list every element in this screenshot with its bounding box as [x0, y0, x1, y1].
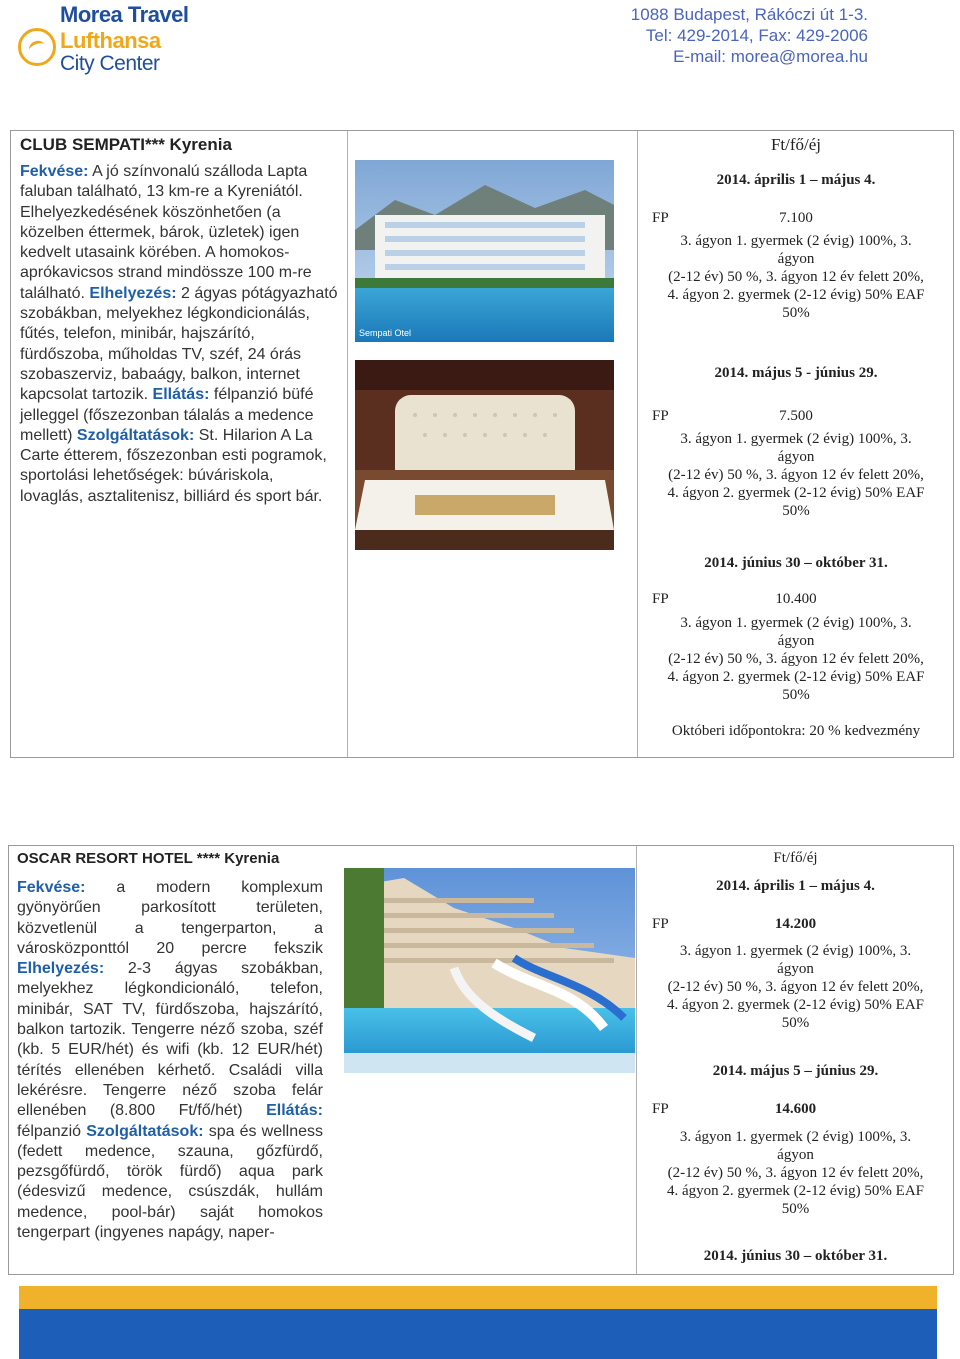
contact-address: 1088 Budapest, Rákóczi út 1-3. [630, 5, 868, 24]
price-row [639, 408, 953, 428]
price-value: 14.200 [774, 916, 817, 932]
contact-phone: Tel: 429-2014, Fax: 429-2006 [645, 26, 868, 45]
label-elhelyezes: Elhelyezés: [89, 284, 177, 302]
label-elhelyezes: Elhelyezés: [17, 960, 105, 978]
label-fekvese: Fekvése: [17, 879, 86, 896]
price-row [638, 916, 953, 936]
period-dates: 2014. június 30 – október 31. [704, 555, 888, 571]
logo-morea-travel: Morea Travel [60, 2, 189, 27]
text-fekvese: A jó színvonalú szálloda Lapta faluban található, 13 km-re a Kyreniától. Elhelyezkedésének köszönhetően (a közelben éttermek, bárok, üzletek) igen kedvelt utasaink körében. A homokos-aprókavicsos strand mindössze 100 m-re található. [20, 163, 312, 302]
hotel1-room-photo [355, 360, 614, 550]
text-szolgaltatasok: spa és wellness (fedett medence, szauna, gőzfürdő, pezsgőfürdő, török fürdő) aqua park (édesvizű medence, csúszdák, hullám medence, pool-bár) saját homokos tengerpart (ingyenes napágy, naper- [17, 1122, 323, 1242]
text-ellatas: félpanzió [17, 1122, 82, 1140]
period-dates: 2014. május 5 - június 29. [714, 365, 878, 381]
board-type: FP [652, 591, 669, 607]
board-type: FP [652, 1101, 669, 1117]
text-szolgaltatasok: St. Hilarion A La Carte étterem, főszezonban esti pogramok, sportolási lehetőségek: búváriskola, lovaglás, asztalitenisz, billiárd és sport bár. [20, 426, 327, 505]
hotel1-title: CLUB SEMPATI*** Kyrenia [20, 135, 232, 154]
hotel2-description [17, 878, 323, 1243]
column-divider [636, 846, 637, 1274]
logo-city-center: City Center [60, 52, 160, 75]
column-divider [347, 131, 348, 757]
hotel2-aquapark-photo [344, 868, 635, 1073]
october-discount-note: Októberi időpontokra: 20 % kedvezmény [671, 723, 921, 739]
discount-details: 3. ágyon 1. gyermek (2 évig) 100%, 3. ágyon (2-12 év) 50 %, 3. ágyon 12 év felett 20%, 4. ágyon 2. gyermek (2-12 évig) 50% EAF 50% [666, 943, 925, 1031]
label-szolgaltatasok: Szolgáltatások: [76, 426, 195, 444]
label-ellatas: Ellátás: [152, 386, 210, 404]
price-row [638, 1101, 953, 1121]
contact-email[interactable]: E-mail: morea@morea.hu [673, 47, 868, 66]
period-dates: 2014. június 30 – október 31. [703, 1248, 888, 1264]
text-fekvese: a modern komplexum gyönyörűen parkosított területen, közvetlenül a tengerparton, a városközponttól 20 percre fekszik [17, 879, 324, 957]
lufthansa-crane-icon [18, 28, 56, 66]
text-elhelyezes: 2 ágyas pótágyazható szobákban, melyekhez légkondicionálás, fűtés, telefon, minibár, hajszárító, fürdőszoba, műholdas TV, széf, 24 órás szobaszerviz, babaágy, balkon, internet kapcsolat tartozik. [20, 284, 338, 404]
board-type: FP [652, 916, 669, 932]
hotel1-prices [639, 131, 953, 757]
period-dates: 2014. április 1 – május 4. [716, 878, 875, 894]
hotel2-prices [638, 846, 953, 1274]
period-dates: 2014. május 5 – június 29. [712, 1063, 879, 1079]
price-row [639, 591, 953, 611]
logo-lufthansa: Lufthansa [60, 28, 161, 53]
price-unit: Ft/fő/éj [770, 135, 822, 154]
price-value: 7.100 [779, 210, 813, 226]
text-elhelyezes: 2-3 ágyas szobákban, melyekhez légkondicionáló, telefon, minibár, SAT TV, fürdőszoba, hajszárító, balkon tartozik. Tengerre néző szoba, széf (kb. 5 EUR/hét) és wifi (kb. 12 EUR/hét) térítés ellenében kérhető. Családi villa lekérésre. Tengerre néző szoba felár ellenében (8.800 Ft/fő/hét) [17, 960, 323, 1120]
text-ellatas: félpanzió büfé jelleggel (főszezonban tálalás a medence mellett) [20, 386, 314, 444]
period-dates: 2014. április 1 – május 4. [716, 172, 876, 188]
discount-details: 3. ágyon 1. gyermek (2 évig) 100%, 3. ágyon (2-12 év) 50 %, 3. ágyon 12 év felett 20%, 4. ágyon 2. gyermek (2-12 évig) 50% EAF 50% [667, 615, 925, 703]
hotel1-exterior-photo [355, 160, 614, 342]
discount-details: 3. ágyon 1. gyermek (2 évig) 100%, 3. ágyon (2-12 év) 50 %, 3. ágyon 12 év felett 20%, 4. ágyon 2. gyermek (2-12 évig) 50% EAF 50% [667, 233, 925, 321]
footer-banner-yellow [19, 1286, 937, 1309]
discount-details: 3. ágyon 1. gyermek (2 évig) 100%, 3. ágyon (2-12 év) 50 %, 3. ágyon 12 év felett 20%, 4. ágyon 2. gyermek (2-12 évig) 50% EAF 50% [667, 431, 925, 519]
hotel2-title: OSCAR RESORT HOTEL **** Kyrenia [17, 850, 280, 867]
label-ellatas: Ellátás: [266, 1102, 323, 1120]
label-fekvese: Fekvése: [20, 163, 89, 180]
price-unit: Ft/fő/éj [773, 850, 818, 866]
hotel1-description [20, 162, 338, 507]
logo [18, 2, 218, 78]
price-value: 7.500 [779, 408, 813, 424]
column-divider [637, 131, 638, 757]
footer-banner-blue [19, 1309, 937, 1359]
photo-caption: Sempati Otel [359, 328, 412, 338]
board-type: FP [652, 408, 669, 424]
discount-details: 3. ágyon 1. gyermek (2 évig) 100%, 3. ágyon (2-12 év) 50 %, 3. ágyon 12 év felett 20%, 4. ágyon 2. gyermek (2-12 évig) 50% EAF 50% [666, 1129, 925, 1217]
board-type: FP [652, 210, 669, 226]
price-value: 14.600 [774, 1101, 817, 1117]
contact-info [631, 4, 868, 67]
price-row [639, 210, 953, 230]
price-value: 10.400 [775, 591, 817, 607]
label-szolgaltatasok: Szolgáltatások: [86, 1122, 204, 1140]
